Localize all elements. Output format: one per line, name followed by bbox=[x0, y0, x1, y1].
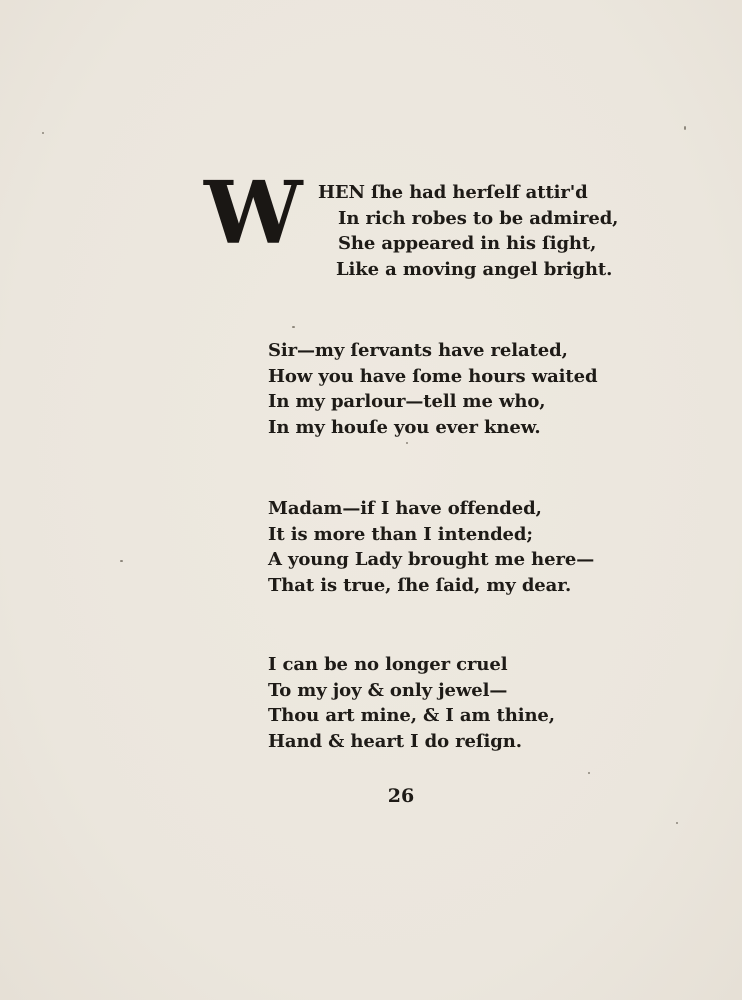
poem-line: I can be no longer cruel bbox=[268, 654, 508, 675]
poem-line: In rich robes to be admired, bbox=[338, 207, 619, 229]
stanza-2 bbox=[268, 338, 597, 440]
poem-line: HEN ſhe had herſelf attir'd bbox=[318, 182, 588, 203]
page-number: 26 bbox=[387, 785, 415, 807]
poem-line: That is true, ſhe ſaid, my dear. bbox=[268, 574, 572, 596]
poem-line: In my houſe you ever knew. bbox=[268, 416, 541, 438]
poem-line: How you have ſome hours waited bbox=[268, 365, 598, 387]
drop-cap: W bbox=[204, 163, 297, 264]
paper-speck bbox=[684, 126, 686, 130]
paper-speck bbox=[120, 560, 123, 562]
poem-line: To my joy & only jewel— bbox=[268, 679, 508, 701]
poem-line: Like a moving angel bright. bbox=[336, 258, 613, 280]
stanza-1-lines bbox=[318, 180, 618, 282]
poem-line: She appeared in his ſight, bbox=[338, 233, 597, 255]
poem-line: Sir—my ſervants have related, bbox=[268, 340, 568, 361]
paper-speck bbox=[292, 326, 295, 328]
poem-line: In my parlour—tell me who, bbox=[268, 391, 546, 413]
poem-line: Hand & heart I do reſign. bbox=[268, 730, 522, 752]
stanza-3 bbox=[268, 496, 594, 598]
paper-speck bbox=[588, 772, 590, 774]
poem-line: Thou art mine, & I am thine, bbox=[268, 705, 555, 727]
poem-line: Madam—if I have offended, bbox=[268, 498, 542, 519]
poem-line: A young Lady brought me here— bbox=[268, 549, 595, 571]
paper-speck bbox=[676, 822, 678, 824]
paper-speck bbox=[42, 132, 44, 134]
paper-speck bbox=[406, 442, 408, 444]
poem-line: It is more than I intended; bbox=[268, 523, 533, 545]
stanza-4 bbox=[268, 652, 555, 754]
